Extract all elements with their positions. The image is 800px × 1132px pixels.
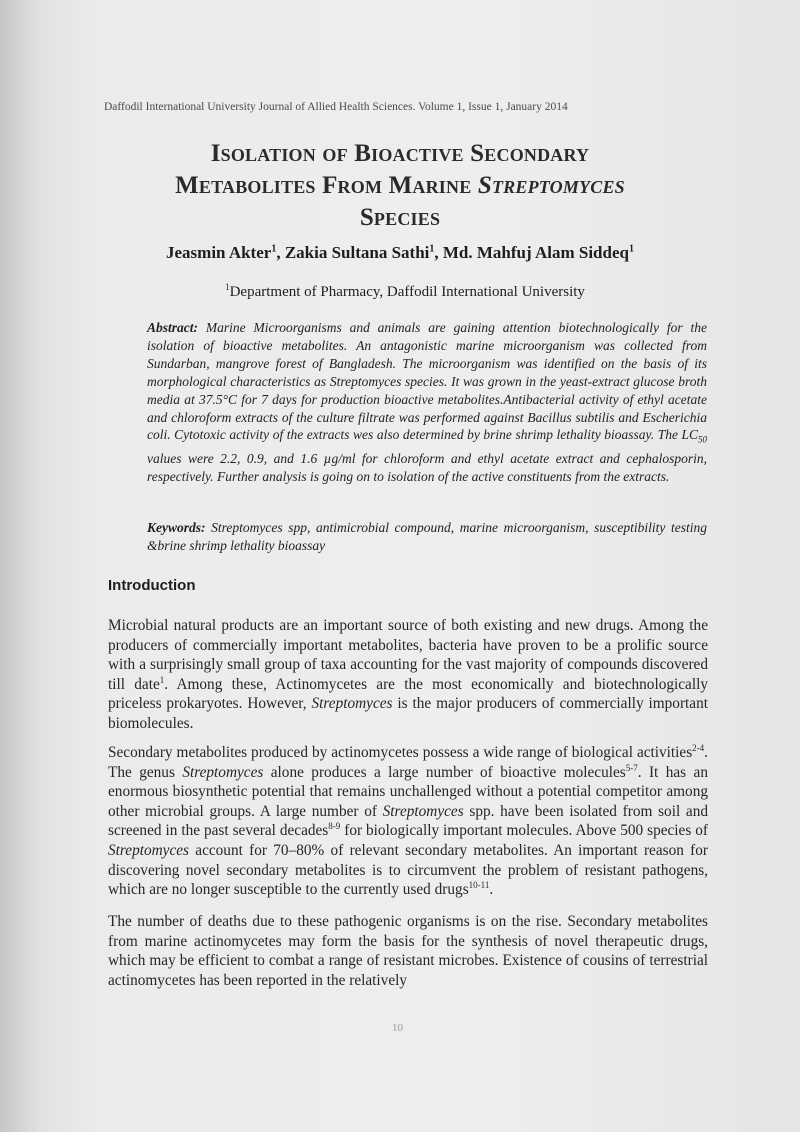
author-2-affil: 1: [429, 243, 435, 255]
keywords: [147, 519, 707, 555]
author-sep: ,: [276, 243, 285, 262]
p2-text: . It has an enormous biosynthetic potential that remains unchallenged without a potential competitor among other microbial groups. A large number of: [108, 763, 708, 820]
affiliation-marker: 1: [225, 282, 230, 292]
affiliation-text: Department of Pharmacy, Daffodil International University: [229, 284, 585, 300]
author-1: Jeasmin Akter: [166, 243, 272, 262]
p2-text: alone produces a large number of bioactive molecules: [263, 763, 626, 781]
p1-text: is the major producers of commercially important biomolecules.: [108, 695, 708, 732]
abstract-subscript: 50: [698, 435, 707, 446]
keywords-label: Keywords:: [147, 520, 206, 535]
genus-name: Streptomyces: [182, 763, 264, 781]
citation: 1: [159, 674, 165, 685]
title-line-2: [100, 170, 700, 202]
section-heading-introduction: Introduction: [108, 577, 196, 594]
p2-text: account for 70–80% of relevant secondary metabolites. An important reason for discovering novel secondary metabolites is to circumvent the problem of resistant pathogens, which are no longer susceptible to the currently used drugs: [108, 841, 708, 899]
title-line-3: Species: [359, 204, 441, 231]
abstract: [147, 319, 707, 486]
author-1-affil: 1: [271, 243, 277, 255]
p2-text: for biologically important molecules. Above 500 species of: [340, 822, 708, 840]
intro-paragraph-3: The number of deaths due to these pathogenic organisms is on the rise. Secondary metabolites from marine actinomycetes may form the basis for the synthesis of novel therapeutic drugs, which may be efficient to combat a range of resistant microbes. Existence of cousins of terrestrial actinomycetes has been reported in the relatively: [108, 913, 708, 989]
running-head: Daffodil International University Journal of Allied Health Sciences. Volume 1, Issue 1, January 2014: [104, 101, 568, 113]
p2-text: spp. have been isolated from soil and screened in the past several decades: [108, 802, 708, 840]
genus-name: Streptomyces: [311, 695, 393, 713]
author-2: Zakia Sultana Sathi: [284, 243, 430, 262]
author-list: [100, 243, 700, 263]
citation: 8-9: [328, 821, 341, 832]
title-line-1: Isolation of Bioactive Secondary: [210, 140, 590, 167]
genus-name: Streptomyces: [382, 802, 464, 820]
abstract-label: Abstract:: [147, 320, 199, 335]
author-3-affil: 1: [628, 243, 634, 255]
p2-text: Secondary metabolites produced by actinomycetes possess a wide range of biological activities: [108, 744, 693, 761]
title-italic-genus: Streptomyces: [477, 172, 625, 199]
keywords-text: Streptomyces spp, antimicrobial compound, marine microorganism, susceptibility testing &brine shrimp lethality bioassay: [147, 520, 707, 553]
p1-text: . Among these, Actinomycetes are the most economically and biotechnologically priceless prokaryotes. However,: [108, 675, 708, 713]
intro-paragraph-2: [108, 743, 708, 900]
title-line-2-text: Metabolites From Marine: [175, 172, 478, 199]
citation: 10-11: [468, 880, 490, 891]
p2-text: .: [489, 881, 494, 899]
paper-title: [100, 138, 700, 234]
p1-text: Microbial natural products are an important source of both existing and new drugs. Among the producers of commercially important metabolites, bacteria have proven to be a prolific source with a surprisingly small group of taxa accounting for the vast majority of compounds discovered till date: [108, 617, 708, 693]
scan-shadow-left: [0, 0, 40, 1132]
affiliation: [100, 282, 710, 301]
intro-paragraph-1: [108, 616, 708, 734]
abstract-text-1: Marine Microorganisms and animals are gaining attention biotechnologically for the isolation of bioactive metabolites. An antagonistic marine microorganism was collected from Sundarban, mangrove forest of Bangladesh. The microorganism was identified on the basis of its morphological characteristics as Streptomyces species. It was grown in the yeast-extract glucose broth media at 37.5°C for 7 days for production bioactive metabolites.Antibacterial activity of ethyl acetate and chloroform extracts of the culture filtrate was performed against Bacillus subtilis and Escherichia coli. Cytotoxic activity of the extracts wes also determined by brine shrimp lethality bioassay. The LC: [147, 320, 707, 443]
citation: 5-7: [625, 762, 638, 773]
p2-text: . The genus: [108, 744, 708, 781]
author-3: Md. Mahfuj Alam Siddeq: [442, 243, 629, 262]
abstract-text-2: values were 2.2, 0.9, and 1.6 µg/ml for chloroform and ethyl acetate extract and cephalosporin, respectively. Further analysis is going on to isolation of the active constituents from the extracts.: [147, 451, 707, 484]
citation: 2-4: [692, 742, 705, 753]
page-number: 10: [392, 1022, 403, 1034]
genus-name: Streptomyces: [108, 841, 189, 859]
author-sep: ,: [434, 243, 443, 262]
